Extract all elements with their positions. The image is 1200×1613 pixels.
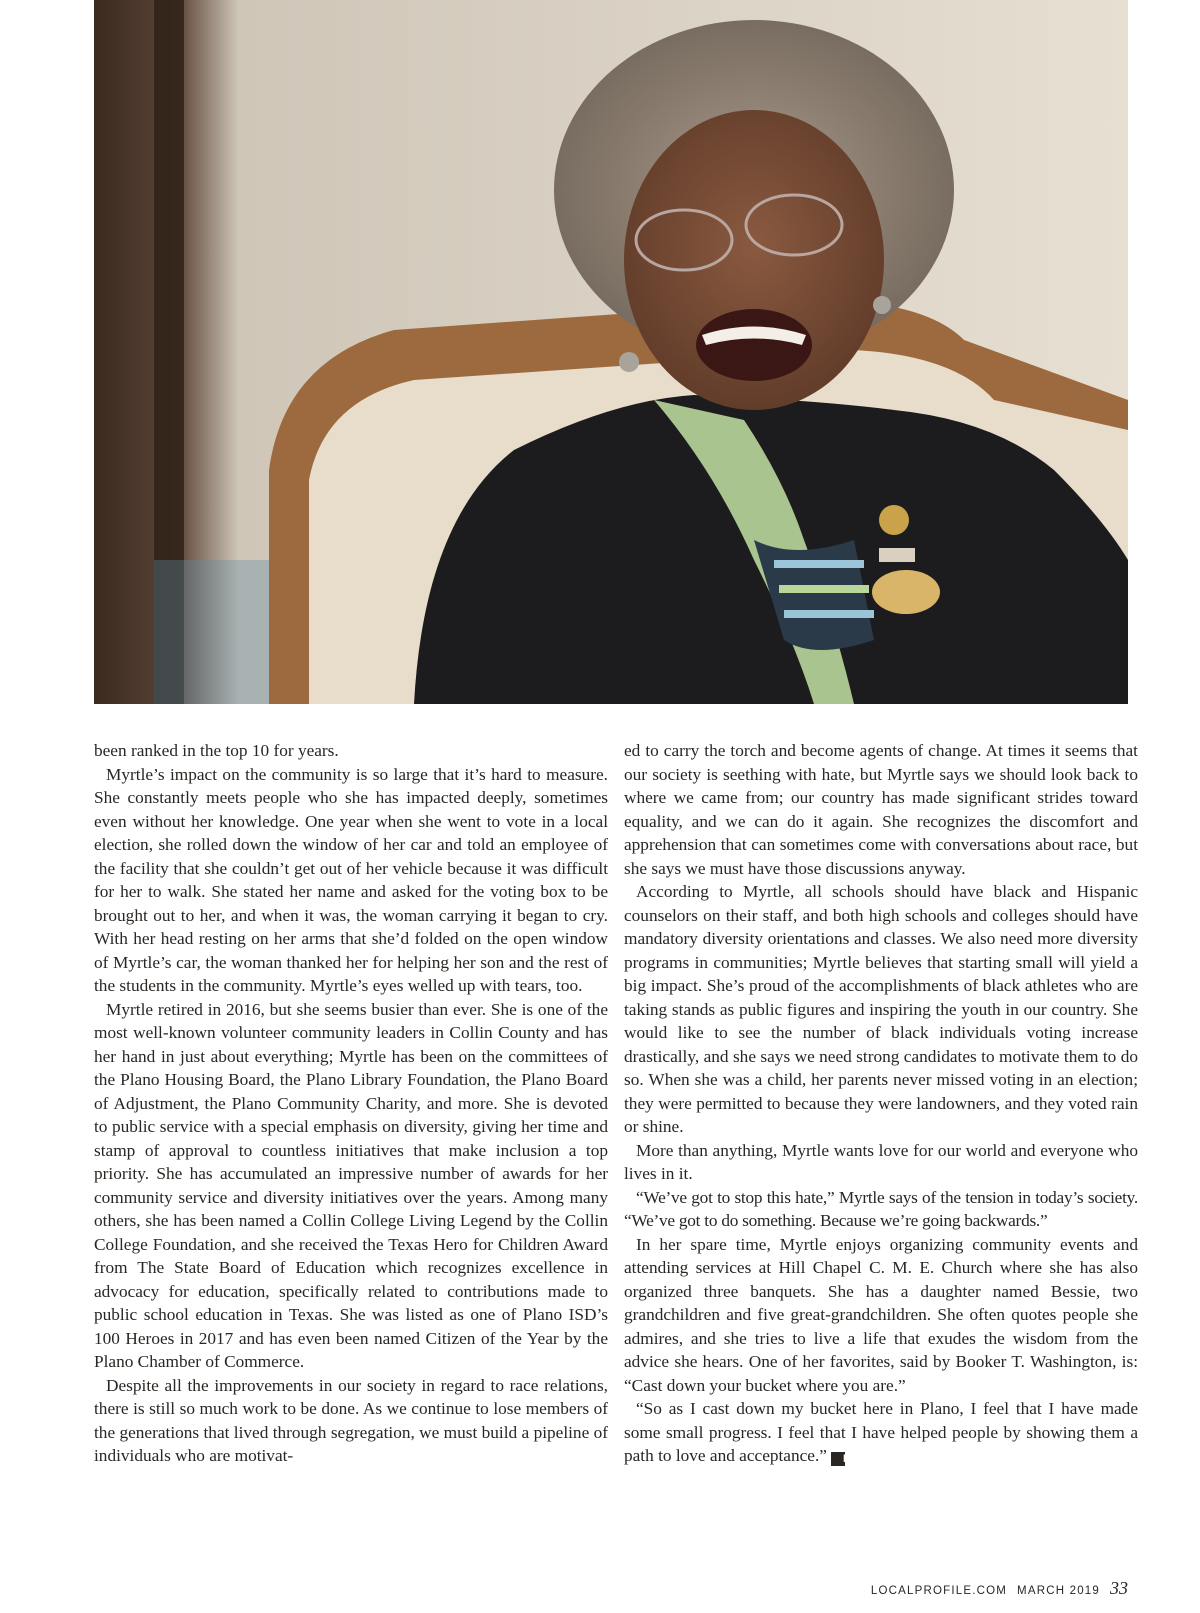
end-mark-icon: L [831,1452,845,1466]
portrait-illustration [94,0,1128,704]
paragraph: Myrtle retired in 2016, but she seems busier than ever. She is one of the most well-known volunteer community leaders in Collin County and has her hand in just about everything; Myrtle has been on the committees of the Plano Housing Board, the Plano Library Foundation, the Plano Board of Adjustment, the Plano Community Charity, and more. She is devoted to public service with a special emphasis on diversity, giving her time and stamp of approval to countless initiatives that make inclusion a top priority. She has accumulated an impressive number of awards for her community service and diversity initiatives over the years. Among many others, she has been named a Collin College Living Legend by the Collin College Foundation, and she received the Texas Hero for Children Award from The State Board of Education which recognizes excellence in advocacy for education, specifically related to contributions made to public school education in Texas. She was listed as one of Plano ISD’s 100 Heroes in 2017 and has even been named Citizen of the Year by the Plano Chamber of Commerce. [94,999,608,1371]
page-number: 33 [1110,1578,1128,1598]
article-column-left [94,739,608,1468]
article-column-right [624,739,1138,1468]
paragraph: Despite all the improvements in our society in regard to race relations, there is still so much work to be done. As we continue to lose members of the generations that lived through segregation, we must build a pipeline of individuals who are motivat- [94,1375,608,1465]
footer-issue: MARCH 2019 [1017,1585,1100,1597]
paragraph: been ranked in the top 10 for years. [94,741,339,760]
paragraph: More than anything, Myrtle wants love for our world and everyone who lives in it. [624,1140,1138,1183]
paragraph: In her spare time, Myrtle enjoys organizing community events and attending services at Hill Chapel C. M. E. Church where she has also organized three banquets. She has a daughter named Bessie, two grandchildren and five great-grandchildren. She often quotes people she admires, and she tries to live a life that exudes the wisdom from the advice she hears. One of her favorites, said by Booker T. Washington, is: “Cast down your bucket where you are.” [624,1234,1138,1395]
portrait-photo [94,0,1128,704]
paragraph: Myrtle’s impact on the community is so large that it’s hard to measure. She constantly meets people who she has impacted deeply, sometimes even without her knowledge. One year when she went to vote in a local election, she rolled down the window of her car and told an employee of the facility that she couldn’t get out of her vehicle because it was difficult for her to walk. She stated her name and asked for the voting box to be brought out to her, and when it was, the woman carrying it began to cry. With her head resting on her arms that she’d folded on the open window of Myrtle’s car, the woman thanked her for helping her son and the rest of the students in the community. Myrtle’s eyes welled up with tears, too. [94,764,608,995]
paragraph: According to Myrtle, all schools should have black and Hispanic counselors on their staff, and both high schools and colleges should have mandatory diversity orientations and classes. We also need more diversity programs in communities; Myrtle believes that starting small will yield a big impact. She’s proud of the accomplishments of black athletes who are taking stands as public figures and inspiring the youth in our country. She would like to see the number of black individuals voting increase drastically, and she says we need strong candidates to motivate them to do so. When she was a child, her parents never missed voting in an election; they were permitted to because they were landowners, and they voted rain or shine. [624,882,1138,1136]
paragraph-last [624,1397,1138,1468]
footer-site: LOCALPROFILE.COM [870,1585,1008,1597]
paragraph: ed to carry the torch and become agents of change. At times it seems that our society is seething with hate, but Myrtle says we should look back to where we came from; our country has made significant strides toward equality, and we can do it again. She recognizes the discomfort and apprehension that can sometimes come with conversations about race, but she says we must have those discussions anyway. [624,741,1138,878]
paragraph: “We’ve got to stop this hate,” Myrtle says of the tension in today’s society. “We’ve got to do something. Because we’re going backwards.” [624,1187,1138,1230]
page-footer [871,1578,1128,1599]
paragraph-text: “So as I cast down my bucket here in Plano, I feel that I have made some small progress. I feel that I have helped people by showing them a path to love and acceptance.” [624,1399,1138,1465]
